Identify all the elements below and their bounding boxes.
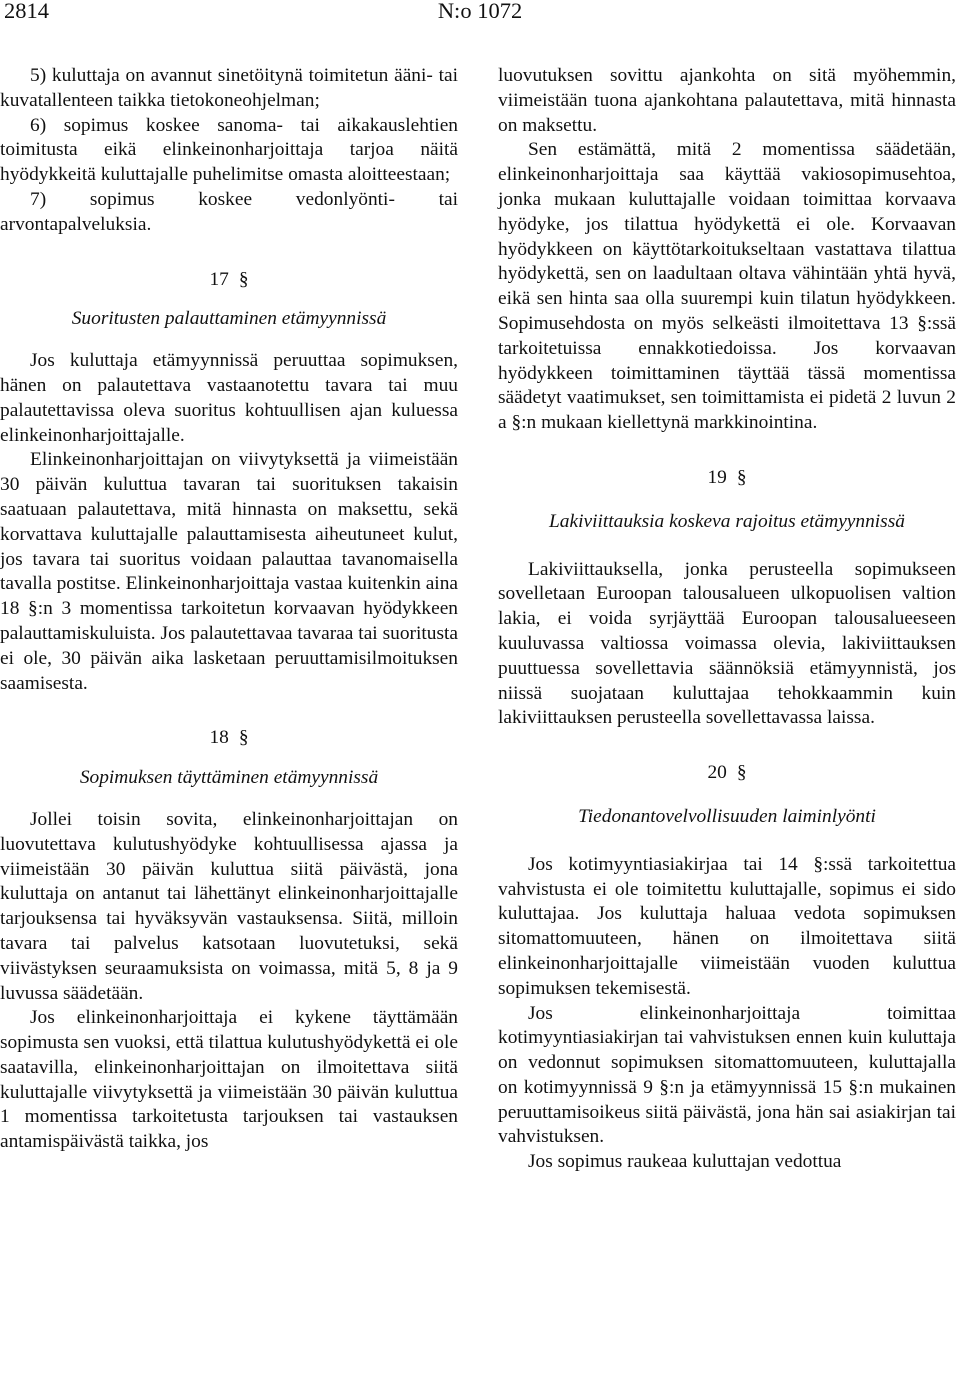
- paragraph: Lakiviittauksella, jonka perusteella sopimukseen sovelletaan Euroopan talousalueen ulkopuolisen valtion lakia, ei voida syrjäyttää Euroopan talousalueeseen kuuluvassa valtiossa voimassa olevia, lakiviittauksen puuttuessa sovellettavia säännöksiä etämyynnistä, jos niissä suojataan kuluttajaa tehokkaammin kuin lakiviittauksen perusteella sovellettavassa laissa.: [498, 558, 956, 729]
- section-heading: Tiedonantovelvollisuuden laiminlyönti: [578, 805, 876, 827]
- section-sign: §: [238, 268, 249, 290]
- list-item: 7) sopimus koskee vedonlyönti- tai arvontapalveluksia.: [0, 188, 458, 235]
- section-heading: Suoritusten palauttaminen etämyynnissä: [71, 308, 387, 330]
- paragraph: Jos elinkeinonharjoittaja ei kykene täyttämään sopimusta sen vuoksi, että tilattua kulutushyödykettä ei ole saatavilla, elinkeinonharjoittajan on ilmoitettava siitä kuluttajalle viivytyksettä ja viimeistään 30 päivän kuluttua 1 momentissa tarkoitetusta tarjouksen tai vastauksen antamispäivästä taikka, jos: [0, 1007, 458, 1153]
- page-number: 2814: [4, 0, 49, 23]
- section-number: [498, 466, 956, 491]
- paragraph: Jollei toisin sovita, elinkeinonharjoittajan on luovutettava kulutushyödyke kohtuullisessa ajassa ja viimeistään 30 päivän kuluttua siitä päivästä, jona kuluttaja on antanut tai lähettänyt elinkeinonharjoittajalle tarjouksensa tai hyväksyvän vastauksensa. Siitä, milloin tavara tai palvelus katsotaan luovutetuksi, sekä viivästyksen seuraamuksista on voimassa, mitä 5, 8 ja 9 luvussa säädetään.: [0, 808, 458, 1004]
- section-number-value: 17: [209, 268, 229, 290]
- section-number-value: 18: [209, 727, 229, 749]
- section-number: [498, 761, 956, 786]
- section-sign: §: [736, 466, 747, 488]
- paragraph: Jos sopimus raukeaa kuluttajan vedottua: [528, 1151, 842, 1173]
- list-item: 6) sopimus koskee sanoma- tai aikakauslehtien toimitusta eikä elinkeinonharjoittaja tarjoa näitä hyödykkeitä kuluttajalle puhelimitse omasta aloitteestaan;: [0, 114, 458, 186]
- paragraph: Elinkeinonharjoittajan on viivytyksettä ja viimeistään 30 päivän kuluttua tavaran tai suorituksen takaisin saatuaan palautettava, mitä hinnasta on maksettu, sekä korvattava kuluttajalle palauttamisesta aiheutuneet kulut, jos tavara tai suoritus voidaan palauttaa tavanomaisella tavalla postitse. Elinkeinonharjoittaja vastaa kuitenkin aina 18 §:n 3 momentissa tarkoitetun korvaavan hyödykkeen palauttamiskuluista. Jos palautettavaa tavaraa tai suoritusta ei ole, 30 päivän aika lasketaan peruuttamisilmoituksen saamisesta.: [0, 449, 458, 694]
- paragraph: Jos kuluttaja etämyynnissä peruuttaa sopimuksen, hänen on palautettava vastaanotettu tavara tai muu palautettavissa oleva suoritus kohtuullisen ajan kuluessa elinkeinonharjoittajalle.: [0, 350, 458, 446]
- section-heading: Sopimuksen täyttäminen etämyynnissä: [79, 767, 379, 789]
- left-column: [0, 64, 458, 1155]
- issue-number: N:o 1072: [437, 0, 523, 23]
- section-sign: §: [736, 762, 747, 784]
- section-number-value: 20: [707, 762, 727, 784]
- paragraph: Sen estämättä, mitä 2 momentissa säädetään, elinkeinonharjoittaja saa käyttää vakiosopimusehtoa, jonka mukaan kuluttajalle voidaan toimittaa korvaava hyödyke, jos tilattua hyödykettä ei ole. Korvaavan hyödykkeen on käyttötarkoitukseltaan vastattava tilattua hyödykettä, sen on laadultaan oltava vähintään yhtä hyvä, eikä sen hinta saa olla suurempi kuin tilatun hyödykkeen. Sopimusehdosta on myös selkeästi ilmoitettava 13 §:ssä tarkoitetuissa ennakkotiedoissa. Jos korvaavan hyödykkeen toimittaminen täyttää tässä momentissa säädetyt vaatimukset, sen toimittamista ei pidetä 2 luvun 2 a §:n mukaan kiellettynä markkinointina.: [498, 139, 956, 434]
- page-header: [0, 0, 960, 32]
- paragraph-continuation: luovutuksen sovittu ajankohta on sitä myöhemmin, viimeistään tuona ajankohtana palautettava, mitä hinnasta on maksettu.: [498, 65, 956, 136]
- section-heading: Lakiviittauksia koskeva rajoitus etämyynnissä: [549, 510, 905, 532]
- section-number-value: 19: [707, 466, 727, 488]
- section-number: [0, 268, 458, 293]
- section-number: [0, 726, 458, 751]
- list-item: 5) kuluttaja on avannut sinetöitynä toimitetun ääni- tai kuvatallenteen taikka tietokoneohjelman;: [0, 65, 458, 111]
- paragraph: Jos kotimyyntiasiakirjaa tai 14 §:ssä tarkoitettua vahvistusta ei ole toimitettu kuluttajalle, sopimus ei sido kuluttajaa. Jos kuluttaja haluaa vedota sopimuksen sitomattomuuteen, hänen on ilmoitettava siitä elinkeinonharjoittajalle viimeistään vuoden kuluttua sopimuksen tekemisestä.: [498, 853, 956, 999]
- section-sign: §: [238, 727, 249, 749]
- paragraph: Jos elinkeinonharjoittaja toimittaa kotimyyntiasiakirjan tai vahvistuksen ennen kuin kuluttaja on vedonnut sopimuksen sitomattomuuteen, kuluttajalla on kotimyynnissä 9 §:n ja etämyynnissä 15 §:n mukainen peruuttamisoikeus siitä päivästä, jona hän sai asiakirjan tai vahvistuksen.: [498, 1002, 956, 1148]
- right-column: [498, 64, 956, 1175]
